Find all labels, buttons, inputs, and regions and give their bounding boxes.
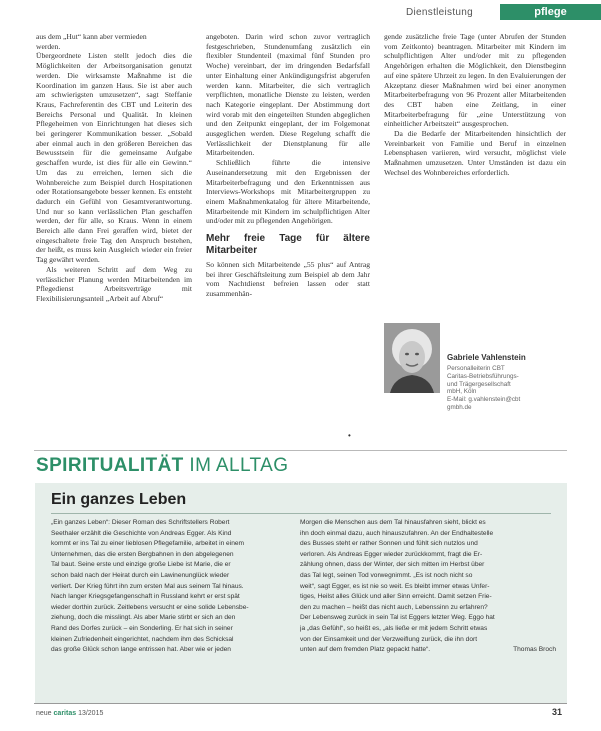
box-column-1 <box>51 518 293 656</box>
box-column-2 <box>300 518 556 656</box>
paragraph: werden. <box>36 41 61 51</box>
box-text-line: verliert. Der Krieg führt ihn zum ersten Mal aus seinem Tal hinaus. <box>51 582 244 590</box>
column-title <box>36 455 288 477</box>
author-bio-line: gmbh.de <box>447 403 472 411</box>
box-text-line: wieder dorthin zurück. Zeitlebens versucht er eine solide Lebensbe- <box>51 603 249 611</box>
box-text-line: Nach langer Kriegsgefangenschaft in Russland kehrt er erst spät <box>51 593 240 601</box>
section-tab: pflege <box>500 4 601 20</box>
footer-magazine: caritas <box>53 710 77 717</box>
paragraph: Übergeordnete Listen stellt jedoch dies die Möglichkeiten der Arbeitsorganisation genutzt werden. Die wirksamste Maßnahme ist die Koordination im ganzen Haus. Sie ist aber auch am schwierigsten umzusetzen“, sagt Steffanie Kraus, Fachreferentin des CBT und Leiterin des Bereichs Personal und Qualität. In kleinen Pflegeheimen von Einrichtungen hat dieses sich bei geringerer Kommunikation besser. „Sobald aber einmal auch in den größeren Bereichen das Bewusstsein für die gemeinsame Aufgabe geschaffen wurde, ist dies für alle ein Gewinn.“ Um das zu erreichen, lernen sich die Wohnbereiche zum Beispiel durch Hospitationen oder Rotationsangebote besser kennen. Es entsteht dadurch ein Gefühl von Gesamtverantwortung. Und nur so kann verlässlichen Plan geschaffen werden, der für alle, so Kraus. Wenn in einem Bereich alle dann Frei geraffen wird, bietet der eingeschaltete freie Tag den Anspruch bestehen, der heißt, es muss kein Ausgleich wieder ein freier Tag gewährt werden. <box>36 51 192 265</box>
box-text-line: ihn doch einmal dazu, auch hinauszufahren. An der Endhaltestelle <box>300 529 494 537</box>
column-title-light: IM ALLTAG <box>189 455 289 476</box>
paragraph: angeboten. Darin wird schon zuvor vertraglich festgeschrieben, Stundenumfang zusätzlich ein flexibler Stundenteil (maximal fünf Stunden pro Woche) vereinbart, der im dringenden Bedarfsfall unter Einhaltung einer Ankündigungsfrist abgerufen werden kann. Mitarbeiter, die sich vertraglich verpflichten, monatliche Dienste zu leisten, werden nach Kategorie eingeplant. Der Abstimmung dort wird vorab mit den eingeteilten Stunden abgeglichen und den Zeitpunkt eingeplant, der im Folgemonat ausgeglichen werden. Diese Regelung schafft die Verlässlichkeit der Dienstplanung für alle Mitarbeitenden. <box>206 32 370 158</box>
article-column-2-continued <box>206 260 370 299</box>
paragraph: Als weiteren Schritt auf dem Weg zu verlässlicher Planung werden Mitarbeitenden im Pflegedienst Arbeitsverträge mit Flexibilisierungsanteil „Arbeit auf Abruf“ <box>36 264 192 303</box>
author-bio-line: E-Mail: g.vahlenstein@cbt <box>447 396 521 404</box>
bullet-dot: • <box>348 431 351 440</box>
box-heading: Ein ganzes Leben <box>51 491 187 508</box>
footer-publication <box>36 710 103 717</box>
box-signature: Thomas Broch <box>513 646 556 654</box>
box-text-line: Der Lebensweg zurück in sein Tal ist Eggers letzter Weg. Eggo hat <box>300 614 495 622</box>
column-title-bold: SPIRITUALITÄT <box>36 455 184 476</box>
footer-issue: 13/2015 <box>78 710 104 717</box>
author-name: Gabriele Vahlenstein <box>447 353 526 362</box>
box-text-line: Tal baut. Seine erste und einzige große Liebe ist Marie, die er <box>51 561 231 569</box>
author-bio <box>447 365 563 412</box>
box-text-line: zählung ohnen, dass der Winter, der sich mitten im Herbst über <box>300 561 485 569</box>
paragraph: Da die Bedarfe der Mitarbeitenden hinsichtlich der Vereinbarkeit von Familie und Beruf in einzelnen Lebensphasen variieren, wird versucht, möglichst viele Maßnahmen umzusetzen. Unter Umständen ist dazu ein Wechsel des Wohnbereiches erforderlich. <box>384 129 566 177</box>
box-text-line: ja „das Gefühl“, so heißt es, „als ließe er mit jedem Schritt etwas <box>300 624 488 632</box>
footer-rule <box>34 703 567 704</box>
box-text-line: von der Einsamkeit und der Verzweiflung zurück, die ihn dort <box>300 635 478 643</box>
paragraph: So können sich Mitarbeitende „55 plus“ auf Antrag bei ihrer Geschäftsleitung zum Beispiel ab dem Jahr vom Nachtdienst befreien lassen oder statt zusammenhän- <box>206 260 370 299</box>
author-bio-line: mbH, Köln <box>447 388 477 396</box>
box-text-line: tiges, Heilst alles Glück und aller Sinn erreicht. Damit setzen Frie- <box>300 593 492 601</box>
box-text-line: Seethaler erzählt die Geschichte von Andreas Egger. Als Kind <box>51 529 232 537</box>
paragraph: gende zusätzliche freie Tage (unter Abrufen der Stunden vom Zeitkonto) beantragen. Mitarbeiter mit Kindern im schulpflichtigen Alter und/oder mit zu pflegenden Angehörigen erhalten die Möglichkeit, den Dienstbeginn auf eine spätere Uhrzeit zu legen. In den Evaluierungen der Akzeptanz dieser Maßnahmen wird bei einer anonymen Mitarbeiterbefragung von 96 Prozent aller Mitarbeitenden des CBT haben eine Zeitlang, in einer Mitarbeiterbefragung für „eine Unterstützung von einheitlicher Arbeitszeit“ ausgesprochen. <box>384 32 566 129</box>
article-subheading: Mehr freie Tage für ältere Mitarbeiter <box>206 233 370 257</box>
page-number: 31 <box>552 707 563 717</box>
section-label: Dienstleistung <box>406 7 474 18</box>
box-text-line: kleinen Zufriedenheit eingerichtet, nachdem ihm des Schicksal <box>51 635 234 643</box>
box-text-line: Unternehmen, das die ersten Bergbahnen in den abgelegenen <box>51 550 234 558</box>
author-photo <box>384 323 440 393</box>
divider <box>34 450 567 451</box>
author-bio-line: Caritas-Betriebsführungs- <box>447 372 519 380</box>
paragraph: Schließlich führte die intensive Auseinandersetzung mit den Ergebnissen der Mitarbeiterbefragung und den Erkenntnissen aus Interviews-Workshops mit Mitarbeitergruppen zu einem Maßnahmenkatalog für ältere Mitarbeitende, Mitarbeitende mit Kindern im schulpflichtigen Alter und/oder mit zu pflegenden Angehörigen. <box>206 158 370 226</box>
article-column-2 <box>206 32 370 299</box>
article-column-2-body <box>206 32 370 226</box>
box-text-line: kommt er ins Tal zu einer lieblosen Pflegefamilie, arbeitet in einem <box>51 540 245 548</box>
box-rule <box>51 513 551 514</box>
spirituality-box <box>35 483 567 703</box>
box-text-line: „Ein ganzes Leben“: Dieser Roman des Schriftstellers Robert <box>51 519 230 526</box>
author-box <box>384 323 566 439</box>
footer-prefix: neue <box>36 710 52 717</box>
box-text-line: verloren. Als Andreas Egger wieder zurückkommt, fragt die Er- <box>300 550 483 558</box>
box-text-line: das Tal legt, seinen Tod vorwegnimmt. „Es ist noch nicht so <box>300 571 473 579</box>
author-bio-line: Personalleiterin CBT <box>447 365 505 372</box>
article-column-3 <box>384 32 566 178</box>
article-column-1 <box>36 32 192 304</box>
box-text-line: ziehung, doch die misslingt. Als aber Marie stirbt er sich an den <box>51 614 236 622</box>
box-text-line: Rand des Dorfes zurück – ein Sonderling. Er hat sich in seiner <box>51 624 233 632</box>
box-text-line: schon bald nach der Heirat durch ein Lawinenunglück wieder <box>51 571 230 579</box>
paragraph: aus dem „Hut“ kann aber vermieden <box>36 32 147 41</box>
box-text-line: des Busses steht er rather Sonnen und fühlt sich nutzlos und <box>300 540 478 548</box>
author-bio-line: und Trägergesellschaft <box>447 380 511 388</box>
box-text-line: unten auf dem fremden Platz gepackt hatte“. Thomas Broch <box>300 645 556 656</box>
box-text-line: den zu machen – heißt das nicht auch, Lebenssinn zu erfahren? <box>300 603 488 611</box>
box-text-line: weit“, sagt Egger, es ist nie so weit. Es bleibt immer etwas Unfer- <box>300 582 490 590</box>
box-text-line: das große Glück schon lange entrissen hat. Aber wie er jeden <box>51 646 231 654</box>
box-text-line: Morgen die Menschen aus dem Tal hinausfahren sieht, blickt es <box>300 519 486 526</box>
